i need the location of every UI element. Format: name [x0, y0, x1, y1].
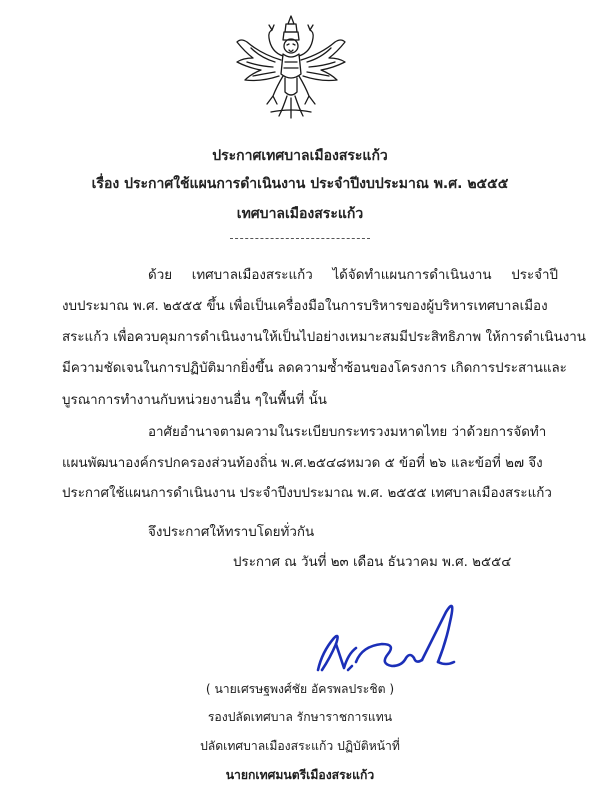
body-line: งบประมาณ พ.ศ. ๒๕๕๕ ขึ้น เพื่อเป็นเครื่องมือในการบริหารของผู้บริหารเทศบาลเมือง — [62, 299, 548, 314]
body-line: มีความชัดเจนในการปฏิบัติมากยิ่งขึ้น ลดความซ้ำซ้อนของโครงการ เกิดการประสานและ — [62, 361, 567, 376]
body-line: บูรณาการทำงานกับหน่วยงานอื่น ๆในพื้นที่ นั้น — [62, 393, 327, 408]
body-line: แผนพัฒนาองค์กรปกครองส่วนท้องถิ่น พ.ศ.๒๕๔๘หมวด ๕ ข้อที่ ๒๖ และข้อที่ ๒๗ จึง — [62, 456, 543, 471]
date-line: ประกาศ ณ วันที่ ๒๓ เดือน ธันวาคม พ.ศ. ๒๕๕๔ — [233, 555, 512, 570]
body-line: ประกาศใช้แผนการดำเนินงาน ประจำปีงบประมาณ พ.ศ. ๒๕๕๕ เทศบาลเมืองสระแก้ว — [62, 486, 552, 501]
signatory-name: ( นายเศรษฐพงศ์ชัย อัครพลประชิต ) — [205, 682, 395, 696]
divider-line — [230, 238, 370, 239]
announce-line: จึงประกาศให้ทราบโดยทั่วกัน — [148, 525, 315, 540]
announcement-title: ประกาศเทศบาลเมืองสระแก้ว — [212, 148, 388, 164]
signatory-position: นายกเทศมนตรีเมืองสระแก้ว — [225, 768, 375, 782]
body-line: ด้วย เทศบาลเมืองสระแก้ว ได้จัดทำแผนการดำเนินงาน ประจำปี — [148, 268, 558, 283]
announcement-subject: เรื่อง ประกาศใช้แผนการดำเนินงาน ประจำปีงบประมาณ พ.ศ. ๒๕๕๕ — [91, 176, 509, 192]
handwritten-signature — [296, 592, 476, 692]
announcement-issuer: เทศบาลเมืองสระแก้ว — [236, 206, 364, 222]
body-line: อาศัยอำนาจตามความในระเบียบกระทรวงมหาดไทย ว่าด้วยการจัดทำ — [148, 425, 547, 440]
garuda-emblem — [231, 12, 351, 124]
signatory-position: รองปลัดเทศบาล รักษาราชการแทน — [207, 710, 393, 724]
signatory-position: ปลัดเทศบาลเมืองสระแก้ว ปฏิบัติหน้าที่ — [200, 739, 400, 753]
body-line: สระแก้ว เพื่อควบคุมการดำเนินงานให้เป็นไปอย่างเหมาะสมมีประสิทธิภาพ ให้การดำเนินงาน — [62, 330, 586, 345]
